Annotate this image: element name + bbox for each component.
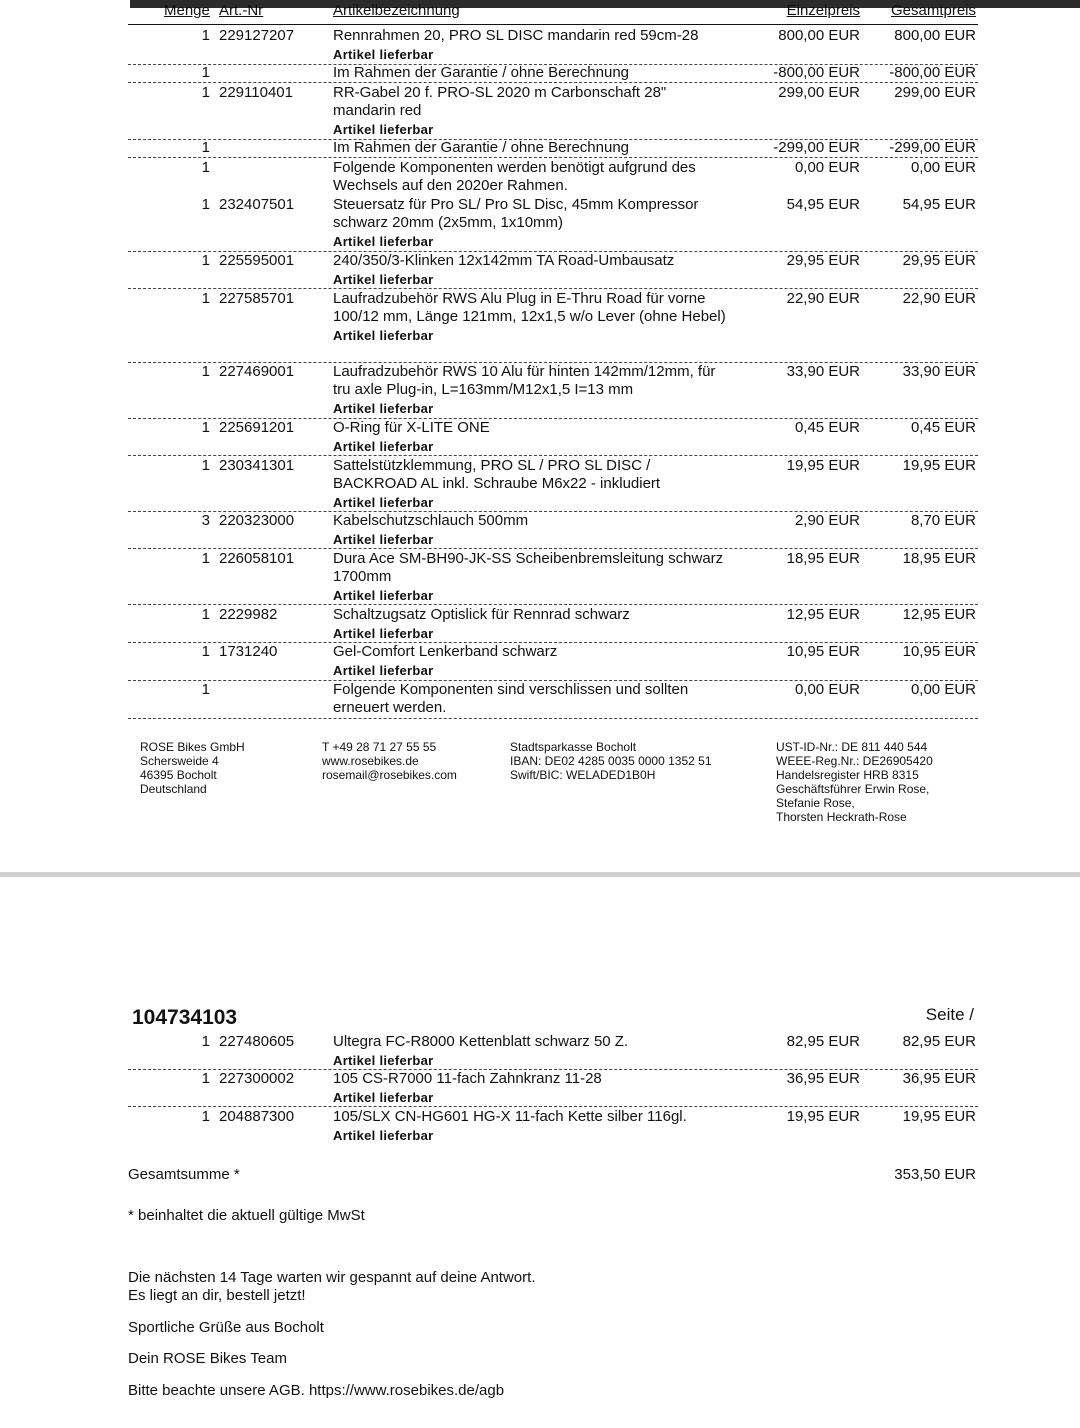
row-description: Ultegra FC-R8000 Kettenblatt schwarz 50 Z. <box>333 1033 629 1050</box>
row-article-number: 230341301 <box>219 457 295 474</box>
row-total-price: 19,95 EUR <box>902 1108 976 1125</box>
row-availability: Artikel lieferbar <box>333 532 434 547</box>
row-unit-price: 10,95 EUR <box>786 643 860 660</box>
row-description: Laufradzubehör RWS 10 Alu für hinten 142mm/12mm, für tru axle Plug-in, L=163mm/M12x1,5 I=13 mm <box>333 363 716 398</box>
row-qty: 1 <box>201 1033 210 1050</box>
row-separator <box>128 288 978 289</box>
row-article-number: 226058101 <box>219 550 295 567</box>
row-qty: 1 <box>201 457 210 474</box>
row-description: Im Rahmen der Garantie / ohne Berechnung <box>333 64 630 81</box>
footer-phone: T +49 28 71 27 55 55 <box>322 740 437 754</box>
row-description: 105 CS-R7000 11-fach Zahnkranz 11-28 <box>333 1070 602 1087</box>
row-total-price: 22,90 EUR <box>902 290 976 307</box>
row-qty: 1 <box>201 643 210 660</box>
footer-line: Stefanie Rose, <box>776 796 855 810</box>
row-description: Rennrahmen 20, PRO SL DISC mandarin red 59cm-28 <box>333 27 699 44</box>
row-qty: 1 <box>201 27 210 44</box>
greeting: Sportliche Grüße aus Bocholt <box>128 1319 324 1336</box>
row-qty: 1 <box>201 196 210 213</box>
row-qty: 1 <box>201 550 210 567</box>
row-availability: Artikel lieferbar <box>333 122 434 137</box>
row-separator <box>128 1106 978 1107</box>
row-separator <box>128 157 978 158</box>
row-description: Kabelschutzschlauch 500mm <box>333 512 529 529</box>
row-unit-price: 0,00 EUR <box>794 159 860 176</box>
row-description: Folgende Komponenten werden benötigt aufgrund des Wechsels auf den 2020er Rahmen. <box>333 159 696 194</box>
row-separator <box>128 82 978 83</box>
row-qty: 1 <box>201 1108 210 1125</box>
row-qty: 1 <box>201 363 210 380</box>
team-signature: Dein ROSE Bikes Team <box>128 1350 287 1367</box>
row-description: Dura Ace SM-BH90-JK-SS Scheibenbremsleitung schwarz 1700mm <box>333 550 724 585</box>
row-description: O-Ring für X-LITE ONE <box>333 419 490 436</box>
row-availability: Artikel lieferbar <box>333 47 434 62</box>
row-total-price: 800,00 EUR <box>894 27 976 44</box>
footer-website-link[interactable]: www.rosebikes.de <box>322 754 419 768</box>
row-total-price: 12,95 EUR <box>902 606 976 623</box>
row-total-price: 33,90 EUR <box>902 363 976 380</box>
row-description: Steuersatz für Pro SL/ Pro SL Disc, 45mm Kompressor schwarz 20mm (2x5mm, 1x10mm) <box>333 196 699 231</box>
row-availability: Artikel lieferbar <box>333 272 434 287</box>
footer-contact <box>322 740 457 782</box>
row-article-number: 229110401 <box>219 84 293 101</box>
footer-line: Stadtsparkasse Bocholt <box>510 740 637 754</box>
row-availability: Artikel lieferbar <box>333 328 434 343</box>
row-unit-price: 33,90 EUR <box>786 363 860 380</box>
row-article-number: 225595001 <box>219 252 295 269</box>
row-qty: 1 <box>201 139 210 156</box>
row-description: 105/SLX CN-HG601 HG-X 11-fach Kette silber 116gl. <box>333 1108 687 1125</box>
page-break <box>0 872 1080 877</box>
row-total-price: -800,00 EUR <box>889 64 976 81</box>
row-availability: Artikel lieferbar <box>333 1090 434 1105</box>
footer-line: IBAN: DE02 4285 0035 0000 1352 51 <box>510 754 712 768</box>
row-unit-price: 18,95 EUR <box>786 550 860 567</box>
row-unit-price: 19,95 EUR <box>786 1108 860 1125</box>
row-qty: 1 <box>201 419 210 436</box>
order-number: 104734103 <box>132 1006 238 1029</box>
footer-line: Geschäftsführer Erwin Rose, <box>776 782 930 796</box>
row-article-number: 229127207 <box>219 27 295 44</box>
footer-line: Deutschland <box>140 782 207 796</box>
footer-line: Schersweide 4 <box>140 754 219 768</box>
footer-legal <box>776 740 933 824</box>
row-qty: 3 <box>201 512 210 529</box>
footer-line: Thorsten Heckrath-Rose <box>776 810 907 824</box>
row-unit-price: 36,95 EUR <box>786 1070 860 1087</box>
row-description: Sattelstützklemmung, PRO SL / PRO SL DISC / BACKROAD AL inkl. Schraube M6x22 - inkludiert <box>333 457 661 492</box>
row-article-number: 220323000 <box>219 512 295 529</box>
row-total-price: 0,45 EUR <box>910 419 976 436</box>
grand-total-label: Gesamtsumme * <box>128 1166 240 1183</box>
footer-line: Handelsregister HRB 8315 <box>776 768 919 782</box>
closing-line-2: Es liegt an dir, bestell jetzt! <box>128 1287 306 1304</box>
row-description: Im Rahmen der Garantie / ohne Berechnung <box>333 139 630 156</box>
agb-link[interactable]: Bitte beachte unsere AGB. https://www.rosebikes.de/agb <box>128 1382 505 1399</box>
row-total-price: 82,95 EUR <box>902 1033 976 1050</box>
row-unit-price: -800,00 EUR <box>773 64 860 81</box>
row-unit-price: 0,45 EUR <box>794 419 860 436</box>
footer-line: ROSE Bikes GmbH <box>140 740 245 754</box>
row-separator <box>128 455 978 456</box>
row-article-number: 227300002 <box>219 1070 295 1087</box>
row-separator <box>128 718 978 719</box>
footer-email-link[interactable]: rosemail@rosebikes.com <box>322 768 457 782</box>
row-qty: 1 <box>201 84 210 101</box>
row-description: Laufradzubehör RWS Alu Plug in E-Thru Road für vorne 100/12 mm, Länge 121mm, 12x1,5 w/o Lever (ohne Hebel) <box>333 290 726 325</box>
row-total-price: 54,95 EUR <box>902 196 976 213</box>
row-total-price: 18,95 EUR <box>902 550 976 567</box>
footer-company <box>140 740 245 796</box>
footer-line: 46395 Bocholt <box>140 768 217 782</box>
row-description: 240/350/3-Klinken 12x142mm TA Road-Umbausatz <box>333 252 675 269</box>
row-qty: 1 <box>201 606 210 623</box>
footer-line: Swift/BIC: WELADED1B0H <box>510 768 656 782</box>
row-availability: Artikel lieferbar <box>333 439 434 454</box>
row-total-price: 36,95 EUR <box>902 1070 976 1087</box>
row-availability: Artikel lieferbar <box>333 401 434 416</box>
row-unit-price: 0,00 EUR <box>794 681 860 698</box>
vat-note: * beinhaltet die aktuell gültige MwSt <box>128 1207 365 1224</box>
row-total-price: 8,70 EUR <box>910 512 976 529</box>
row-article-number: 225691201 <box>219 419 295 436</box>
row-total-price: 299,00 EUR <box>894 84 976 101</box>
row-qty: 1 <box>201 159 210 176</box>
header-total-price: Gesamtpreis <box>890 2 976 19</box>
row-total-price: 0,00 EUR <box>910 159 976 176</box>
row-article-number: 227480605 <box>219 1033 295 1050</box>
row-unit-price: 22,90 EUR <box>786 290 860 307</box>
row-separator <box>128 548 978 549</box>
row-unit-price: 2,90 EUR <box>794 512 860 529</box>
row-total-price: 10,95 EUR <box>902 643 976 660</box>
row-unit-price: -299,00 EUR <box>773 139 860 156</box>
page-label: Seite / <box>925 1005 974 1024</box>
row-article-number: 1731240 <box>219 643 278 660</box>
row-availability: Artikel lieferbar <box>333 588 434 603</box>
row-unit-price: 29,95 EUR <box>786 252 860 269</box>
row-unit-price: 82,95 EUR <box>786 1033 860 1050</box>
row-unit-price: 54,95 EUR <box>786 196 860 213</box>
row-unit-price: 800,00 EUR <box>778 27 860 44</box>
row-qty: 1 <box>201 290 210 307</box>
row-availability: Artikel lieferbar <box>333 495 434 510</box>
row-separator <box>128 604 978 605</box>
row-article-number: 232407501 <box>219 196 295 213</box>
header-rule <box>128 24 978 25</box>
footer-line: WEEE-Reg.Nr.: DE26905420 <box>776 754 933 768</box>
row-description: RR-Gabel 20 f. PRO-SL 2020 m Carbonschaft 28" mandarin red <box>333 84 667 119</box>
row-unit-price: 12,95 EUR <box>786 606 860 623</box>
row-article-number: 204887300 <box>219 1108 295 1125</box>
row-total-price: 19,95 EUR <box>902 457 976 474</box>
row-description: Schaltzugsatz Optislick für Rennrad schwarz <box>333 606 630 623</box>
row-availability: Artikel lieferbar <box>333 234 434 249</box>
grand-total-value: 353,50 EUR <box>894 1166 976 1183</box>
row-description: Gel-Comfort Lenkerband schwarz <box>333 643 558 660</box>
row-article-number: 2229982 <box>219 606 278 623</box>
row-availability: Artikel lieferbar <box>333 663 434 678</box>
header-unit-price: Einzelpreis <box>786 2 860 19</box>
row-availability: Artikel lieferbar <box>333 626 434 641</box>
row-article-number: 227469001 <box>219 363 295 380</box>
header-qty: Menge <box>164 2 210 19</box>
row-unit-price: 299,00 EUR <box>778 84 860 101</box>
row-availability: Artikel lieferbar <box>333 1128 434 1143</box>
row-total-price: 0,00 EUR <box>910 681 976 698</box>
row-total-price: -299,00 EUR <box>889 139 976 156</box>
window-top-bar-gap <box>0 0 130 8</box>
header-article-number: Art.-Nr <box>219 2 264 19</box>
row-description: Folgende Komponenten sind verschlissen und sollten erneuert werden. <box>333 681 689 716</box>
row-qty: 1 <box>201 64 210 81</box>
row-qty: 1 <box>201 252 210 269</box>
header-description: Artikelbezeichnung <box>333 2 460 19</box>
footer-line: UST-ID-Nr.: DE 811 440 544 <box>776 740 928 754</box>
row-unit-price: 19,95 EUR <box>786 457 860 474</box>
footer-bank <box>510 740 712 782</box>
row-total-price: 29,95 EUR <box>902 252 976 269</box>
row-qty: 1 <box>201 681 210 698</box>
row-article-number: 227585701 <box>219 290 295 307</box>
row-qty: 1 <box>201 1070 210 1087</box>
closing-line-1: Die nächsten 14 Tage warten wir gespannt auf deine Antwort. <box>128 1269 536 1286</box>
row-availability: Artikel lieferbar <box>333 1053 434 1068</box>
